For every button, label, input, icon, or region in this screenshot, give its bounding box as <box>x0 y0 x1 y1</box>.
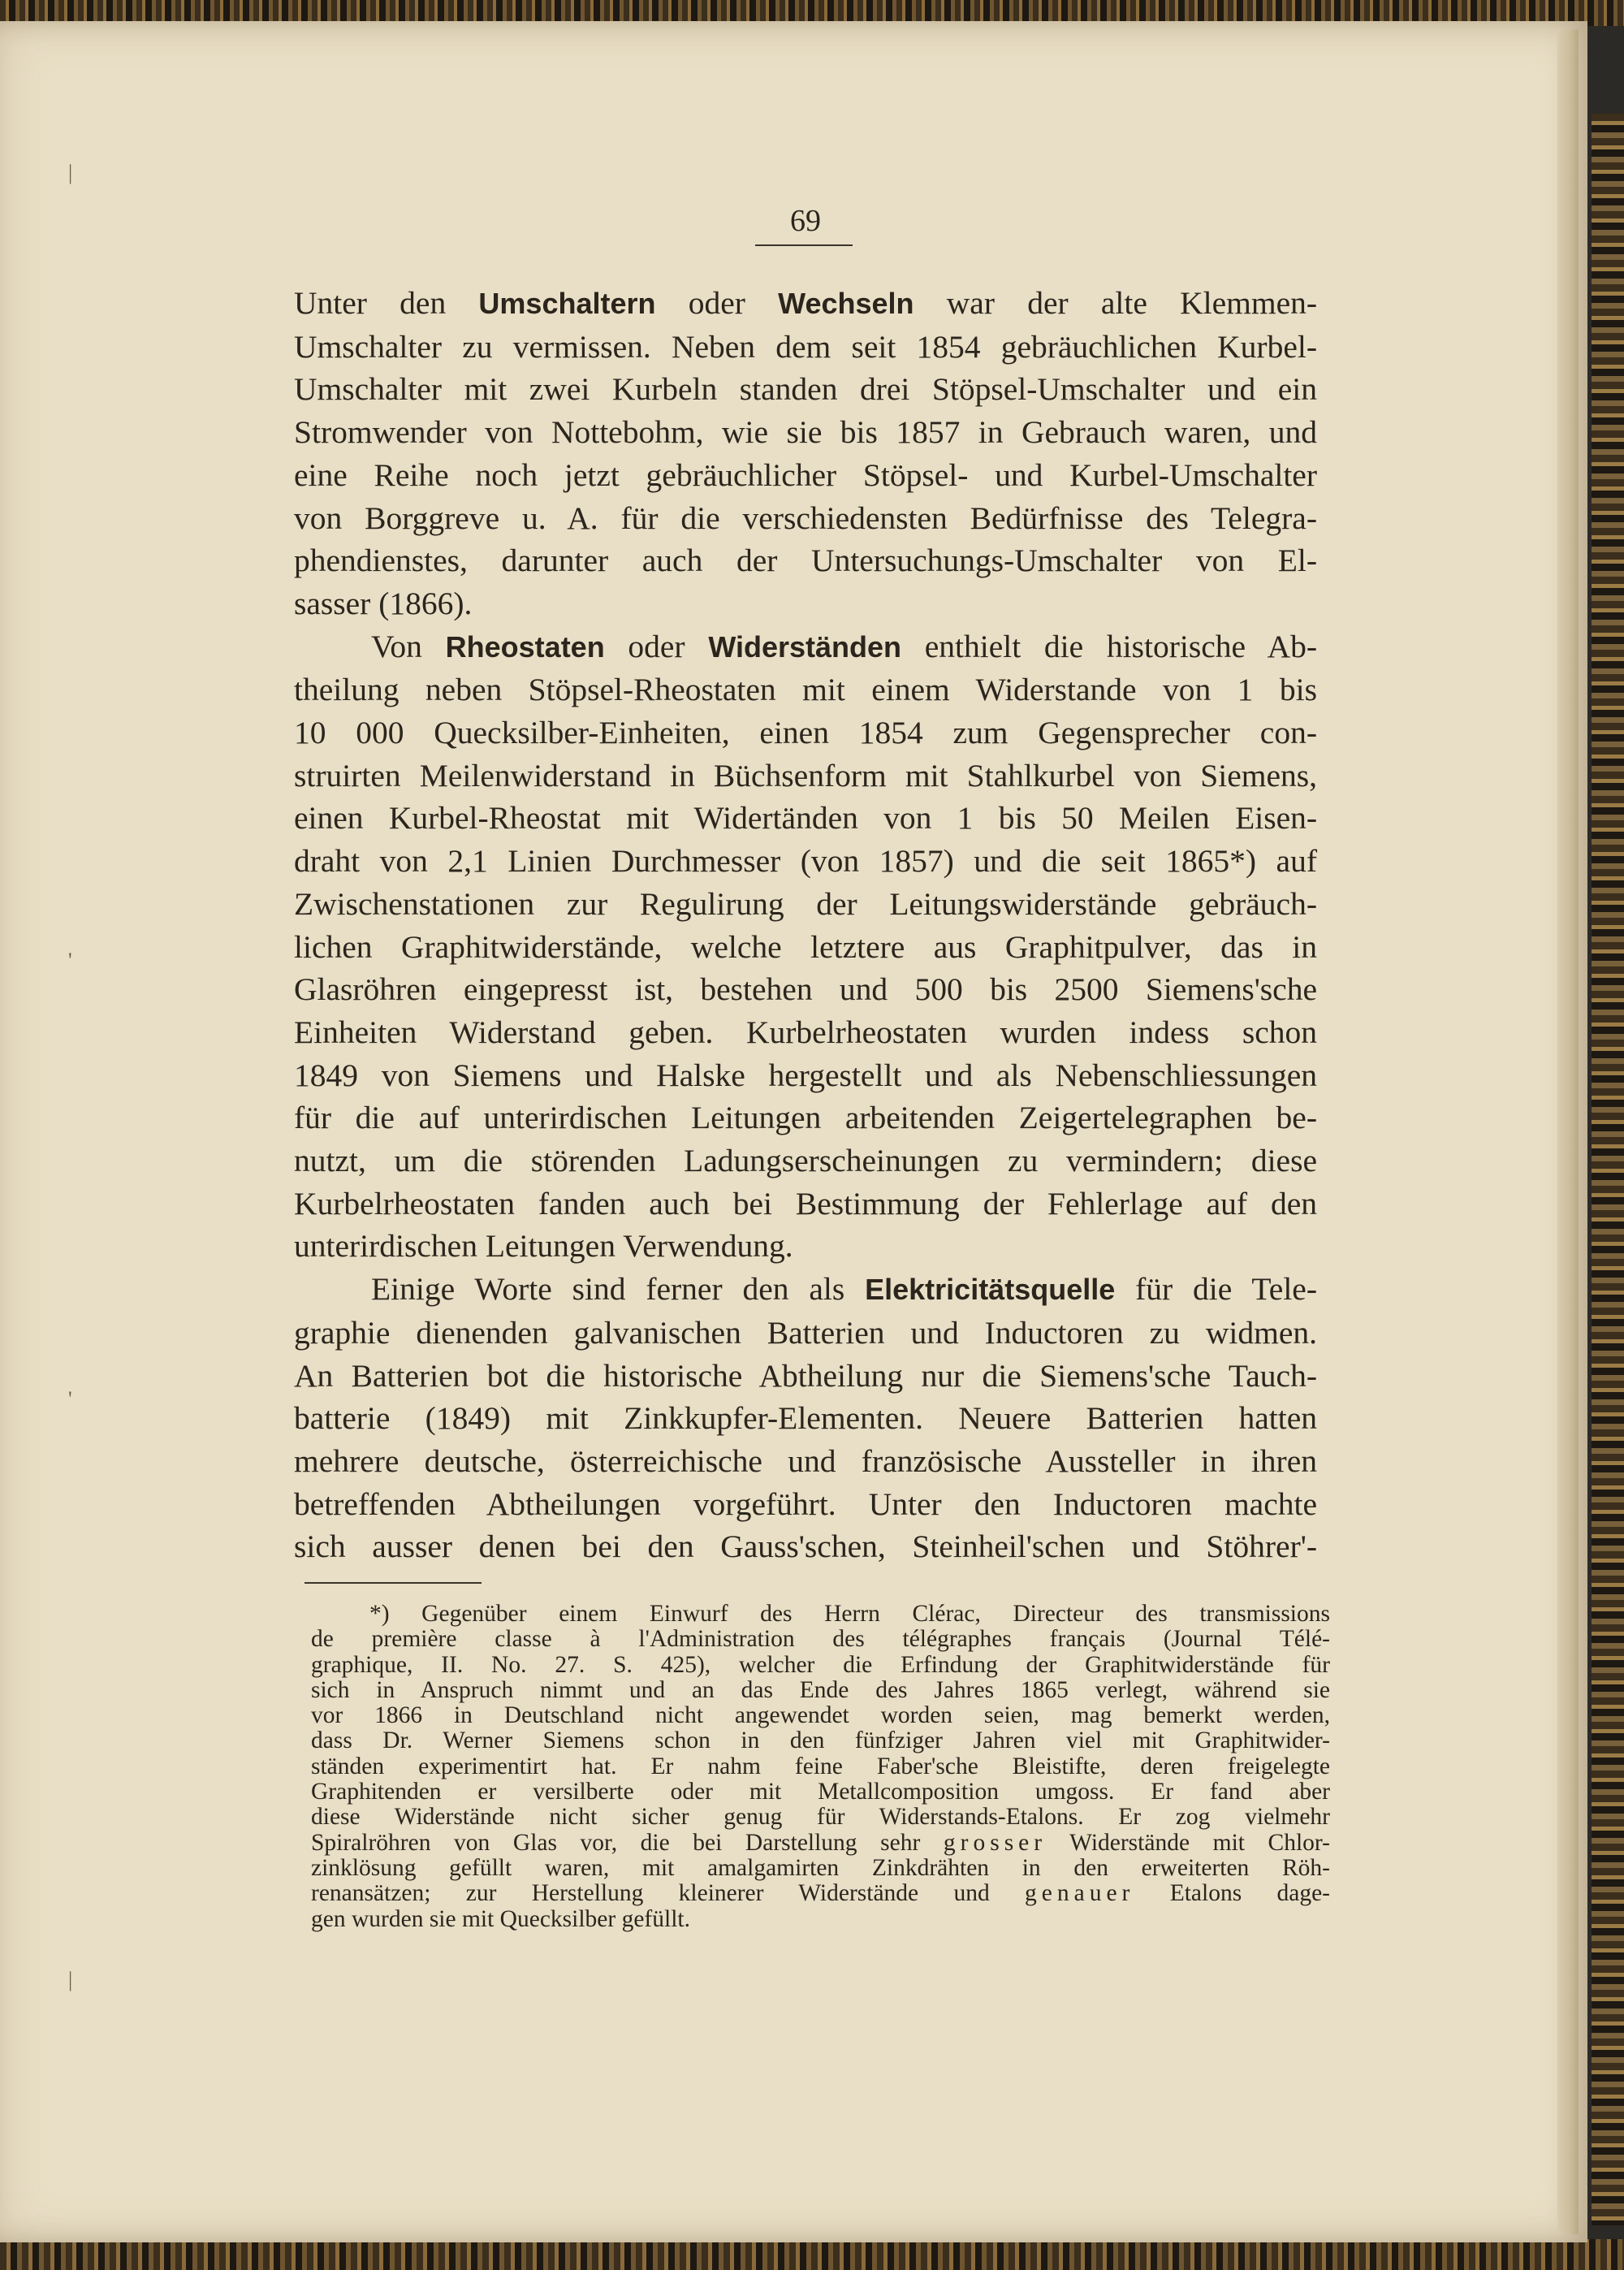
body-line: Einige Worte sind ferner den als Elektricitätsquelle für die Tele- <box>371 1271 1317 1308</box>
footnote-line: sich in Anspruch nimmt und an das Ende des Jahres 1865 verlegt, während sie <box>311 1676 1330 1703</box>
body-line: nutzt, um die störenden Ladungserscheinungen zu vermindern; diese <box>294 1143 1317 1179</box>
body-line: phendienstes, darunter auch der Untersuchungs-Umschalter von El- <box>294 543 1317 579</box>
body-line: struirten Meilenwiderstand in Büchsenform mit Stahlkurbel von Siemens, <box>294 757 1317 793</box>
body-line: Unter den Umschaltern oder Wechseln war der alte Klemmen- <box>294 285 1318 321</box>
footnote-rule <box>304 1582 482 1584</box>
body-line: Zwischenstationen zur Regulirung der Leitungswiderstände gebräuch- <box>294 885 1317 922</box>
body-line: eine Reihe noch jetzt gebräuchlicher Stöpsel- und Kurbel-Umschalter <box>294 456 1317 493</box>
footnote-line: vor 1866 in Deutschland nicht angewendet worden seien, mag bemerkt werden, <box>311 1702 1330 1729</box>
body-line: Stromwender von Nottebohm, wie sie bis 1857 in Gebrauch waren, und <box>294 414 1317 451</box>
body-line: An Batterien bot die historische Abtheilung nur die Siemens'sche Tauch- <box>294 1357 1317 1394</box>
footnote-line: zinklösung gefüllt waren, mit amalgamirten Zinkdrähten in den erweiterten Röh- <box>311 1854 1330 1881</box>
footnote-line: renansätzen; zur Herstellung kleinerer Widerstände und genauer Etalons dage- <box>311 1880 1330 1907</box>
body-line: Einheiten Widerstand geben. Kurbelrheostaten wurden indess schon <box>294 1014 1317 1050</box>
body-line: mehrere deutsche, österreichische und französische Aussteller in ihren <box>294 1442 1317 1479</box>
body-line: sasser (1866). <box>294 585 473 621</box>
body-line: Glasröhren eingepresst ist, bestehen und 500 bis 2500 Siemens'sche <box>294 971 1317 1008</box>
body-line: batterie (1849) mit Zinkkupfer-Elementen. Neuere Batterien hatten <box>294 1400 1317 1437</box>
body-line: 10 000 Quecksilber-Einheiten, einen 1854 zum Gegensprecher con- <box>294 715 1317 751</box>
body-line: von Borggreve u. A. für die verschiedensten Bedürfnisse des Telegra- <box>294 499 1317 536</box>
body-line: unterirdischen Leitungen Verwendung. <box>294 1228 793 1265</box>
footnote <box>311 1602 1330 1932</box>
page-edge-shadow <box>1557 29 1579 2234</box>
footnote-line: Graphitenden er versilberte oder mit Metallcomposition umgoss. Er fand aber <box>311 1779 1330 1805</box>
body-line: Kurbelrheostaten fanden auch bei Bestimmung der Fehlerlage auf den <box>294 1185 1317 1221</box>
book-cover-bottom <box>0 2239 1624 2270</box>
margin-speck: | <box>68 161 73 184</box>
page-number-rule <box>755 244 853 246</box>
body-line: Umschalter zu vermissen. Neben dem seit 1854 gebräuchlichen Kurbel- <box>294 328 1317 365</box>
footnote-line: diese Widerstände nicht sicher genug für Widerstands-Etalons. Er zog vielmehr <box>311 1804 1330 1831</box>
body-line: Umschalter mit zwei Kurbeln standen drei Stöpsel-Umschalter und ein <box>294 371 1317 408</box>
page-number: 69 <box>790 204 821 238</box>
body-line: graphie dienenden galvanischen Batterien und Inductoren zu widmen. <box>294 1314 1317 1351</box>
body-line: lichen Graphitwiderstände, welche letztere aus Graphitpulver, das in <box>294 928 1317 965</box>
footnote-line: de première classe à l'Administration des télégraphes français (Journal Télé- <box>311 1626 1330 1653</box>
body-line: einen Kurbel-Rheostat mit Widertänden von 1 bis 50 Meilen Eisen- <box>294 800 1317 837</box>
body-line: sich ausser denen bei den Gauss'schen, Steinheil'schen und Stöhrer'- <box>294 1528 1317 1565</box>
body-line: für die auf unterirdischen Leitungen arbeitenden Zeigertelegraphen be- <box>294 1100 1317 1136</box>
footnote-line: gen wurden sie mit Quecksilber gefüllt. <box>311 1905 690 1932</box>
body-line: betreffenden Abtheilungen vorgeführt. Unter den Inductoren machte <box>294 1485 1317 1522</box>
body-line: Von Rheostaten oder Widerständen enthielt die historische Ab- <box>371 628 1317 664</box>
margin-speck: ' <box>68 949 72 972</box>
body-line: 1849 von Siemens und Halske hergestellt und als Nebenschliessungen <box>294 1057 1317 1093</box>
footnote-line: dass Dr. Werner Siemens schon in den fünfziger Jahren viel mit Graphitwider- <box>311 1727 1330 1754</box>
footnote-line: Spiralröhren von Glas vor, die bei Darstellung sehr grosser Widerstände mit Chlor- <box>311 1829 1330 1856</box>
book-cover-right <box>1592 114 1624 2225</box>
body-line: draht von 2,1 Linien Durchmesser (von 1857) und die seit 1865*) auf <box>294 843 1317 880</box>
body-text <box>294 282 1317 1568</box>
margin-speck: ' <box>68 1387 72 1411</box>
footnote-line: graphique, II. No. 27. S. 425), welcher die Erfindung der Graphitwiderstände für <box>311 1651 1330 1678</box>
footnote-line: *) Gegenüber einem Einwurf des Herrn Clérac, Directeur des transmissions <box>369 1601 1330 1627</box>
footnote-line: ständen experimentirt hat. Er nahm feine Faber'sche Bleistifte, deren freigelegte <box>311 1753 1330 1779</box>
margin-speck: | <box>68 1968 73 1991</box>
body-line: theilung neben Stöpsel-Rheostaten mit einem Widerstande von 1 bis <box>294 672 1317 708</box>
